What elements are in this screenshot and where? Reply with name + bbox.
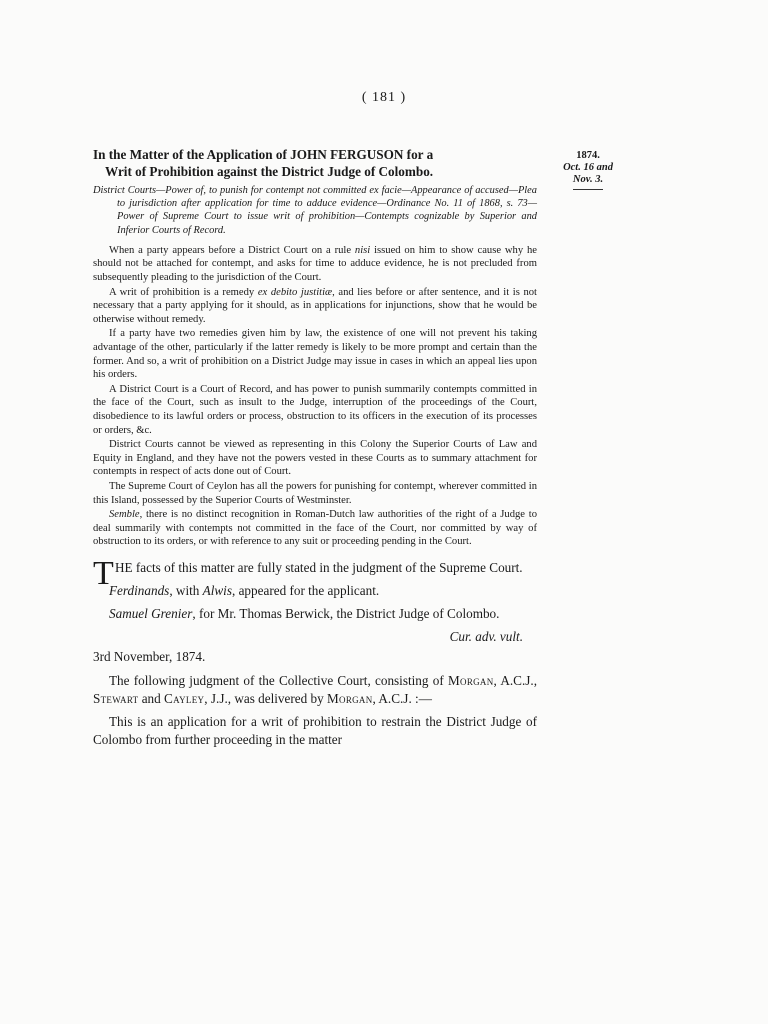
holding-italic: ex debito justitiæ: [257, 286, 333, 298]
counsel-text: , for Mr. Thomas Berwick, the District Judge of Colombo.: [192, 605, 500, 621]
holding-paragraph: [93, 508, 537, 549]
intro-text: The following judgment of the Collective Court, consisting of: [109, 672, 448, 688]
case-title-line-1: In the Matter of the Application of JOHN FERGUSON for a: [93, 147, 434, 162]
judge-name: Stewart: [93, 690, 139, 706]
holding-text: , and lies before or after sentence, and it is not necessary that a party applying for it should, as in applications for injunctions, show that he would be otherwise without remedy.: [93, 286, 537, 325]
counsel-applicant: [93, 582, 537, 600]
judge-name: Morgan: [448, 672, 494, 688]
holding-paragraph: [93, 383, 537, 437]
intro-text: and: [138, 690, 165, 706]
holding-paragraph: [93, 480, 537, 507]
counsel-respondent: [93, 605, 537, 623]
holding-italic: nisi: [354, 244, 371, 256]
holding-text: The Supreme Court of Ceylon has all the powers for punishing for contempt, wherever committed in this Island, possessed by the Superior Courts of Westminster.: [93, 480, 537, 506]
judgment-date: 3rd November, 1874.: [93, 648, 206, 664]
intro-text: , J.J., was delivered by: [204, 690, 327, 706]
counsel-name: Alwis: [202, 582, 232, 598]
intro-text: , A.C.J. :—: [372, 690, 432, 706]
facts-text: HE facts of this matter are fully stated in the judgment of the Supreme Court.: [115, 559, 523, 575]
counsel-name: Samuel Grenier: [109, 605, 193, 621]
headnote: District Courts—Power of, to punish for contempt not committed ex facie—Appearance of accused—Plea to jurisdiction after application for time to adduce evidence—Ordinance No. 11 of 1868, s. 73—Power of Supreme Court to issue writ of prohibition—Contempts cognizable by Superior and Inferior Courts of Record.: [93, 185, 537, 236]
counsel-name: Ferdinands: [109, 582, 170, 598]
margin-year: 1874.: [576, 150, 600, 161]
holding-text: If a party have two remedies given him by law, the existence of one will not prevent his taking advantage of the other, particularly if the latter remedy is likely to be more prompt and certain than the former. And so, a writ of prohibition on a District Judge may issue in cases in which an appeal lies upon his orders.: [93, 328, 537, 381]
judge-name: Cayley: [164, 690, 205, 706]
holding-text: , there is no distinct recognition in Roman-Dutch law authorities of the right of a Judge to deal summarily with contempts not committed in the face of the Court, nor committed by way of obstruction to its orders, or with reference to any suit or proceeding pending in the Court.: [93, 509, 537, 548]
holding-text: When a party appears before a District Court on a rule: [109, 244, 355, 256]
holding-paragraph: [93, 244, 537, 285]
drop-cap: T: [93, 554, 114, 592]
intro-text: , A.C.J.,: [493, 672, 537, 688]
holding-text: A writ of prohibition is a remedy: [109, 286, 258, 298]
judgment-intro: [93, 672, 537, 708]
cur-adv-vult: Cur. adv. vult.: [449, 628, 523, 644]
application-paragraph: This is an application for a writ of prohibition to restrain the District Judge of Colombo from further proceeding in the matter: [93, 713, 537, 747]
margin-note: [553, 150, 623, 190]
holding-paragraph: [93, 327, 537, 381]
holding-italic: Semble: [109, 509, 140, 521]
holding-text: A District Court is a Court of Record, and has power to punish summarily contempts committed in the face of the Court, such as insult to the Judge, interruption of the proceedings of the Court, disobedience to its lawful orders or process, obstruction to its officers in the execution of its processes or orders, &c.: [93, 383, 537, 436]
counsel-text: , with: [169, 582, 203, 598]
margin-date: Oct. 16 and Nov. 3.: [563, 162, 613, 185]
margin-rule: [573, 189, 603, 190]
holdings: [93, 244, 537, 549]
counsel-text: , appeared for the applicant.: [231, 582, 380, 598]
case-title: [93, 146, 537, 180]
holding-text: District Courts cannot be viewed as representing in this Colony the Superior Courts of Law and Equity in England, and they have not the powers vested in these Courts as to summary attachment for contempts in respect of acts done out of Court.: [93, 439, 537, 478]
holding-text: issued on him to show cause why he should not be attached for contempt, and asks for time to adduce evidence, he is not precluded from subsequently pleading to the jurisdiction of the Court.: [93, 244, 537, 283]
body-text: [93, 554, 537, 749]
holding-paragraph: [93, 438, 537, 479]
holding-paragraph: [93, 286, 537, 327]
case-title-line-2: Writ of Prohibition against the District Judge of Colombo.: [105, 164, 434, 179]
judge-name: Morgan: [327, 690, 373, 706]
main-content: [93, 146, 537, 754]
page-number: ( 181 ): [361, 90, 407, 105]
